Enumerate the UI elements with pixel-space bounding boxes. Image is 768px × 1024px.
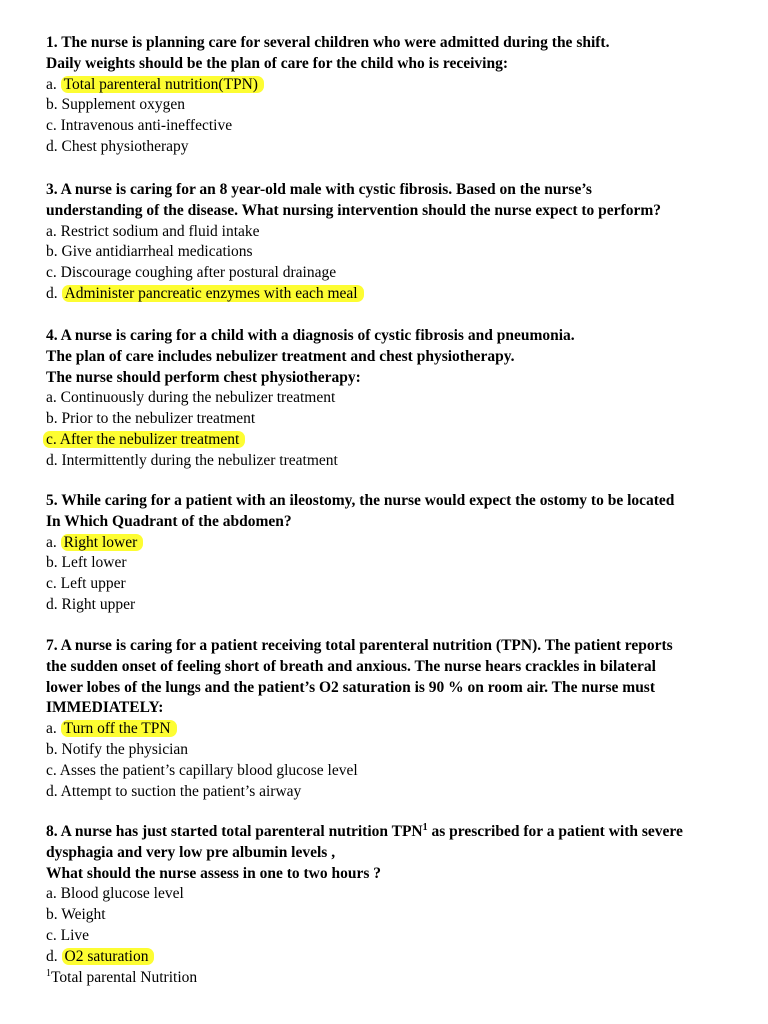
- option-letter: d.: [46, 137, 58, 155]
- highlighted-answer: Turn off the TPN: [61, 720, 177, 737]
- option-text: Discourage coughing after postural drainage: [60, 264, 337, 282]
- question-stem-line: IMMEDIATELY:: [46, 699, 164, 717]
- answer-option: [46, 595, 746, 616]
- footnote-text: Total parental Nutrition: [51, 969, 198, 986]
- highlighted-answer: Total parenteral nutrition(TPN): [61, 76, 264, 93]
- question-stem-line: 1. The nurse is planning care for several children who were admitted during the shift.: [46, 34, 610, 51]
- option-text: Attempt to suction the patient’s airway: [60, 782, 302, 800]
- option-letter: b.: [46, 410, 58, 428]
- highlighted-answer: [43, 431, 245, 448]
- option-text: Intravenous anti-ineffective: [60, 117, 233, 135]
- option-letter: d.: [46, 782, 58, 800]
- option-text: Give antidiarrheal medications: [61, 243, 253, 261]
- answer-option: [46, 451, 746, 472]
- option-text: Restrict sodium and fluid intake: [60, 222, 260, 240]
- option-text: Blood glucose level: [60, 885, 184, 903]
- option-letter: a.: [46, 222, 57, 240]
- answer-option: [46, 905, 746, 926]
- option-letter: a.: [46, 885, 57, 903]
- question-stem-line: 5. While caring for a patient with an ileostomy, the nurse would expect the ostomy to be located: [46, 492, 675, 509]
- answer-option: [46, 95, 746, 116]
- question-stem-line: the sudden onset of feeling short of breath and anxious. The nurse hears crackles in bilateral: [46, 657, 656, 675]
- answer-option: [46, 553, 746, 574]
- answer-option: [46, 574, 746, 595]
- question-4: [46, 326, 746, 472]
- highlighted-answer: Right lower: [61, 534, 144, 551]
- option-text: Supplement oxygen: [61, 96, 186, 114]
- question-5: [46, 491, 746, 616]
- question-stem-line: The plan of care includes nebulizer treatment and chest physiotherapy.: [46, 347, 515, 365]
- option-text: After the nebulizer treatment: [59, 430, 240, 448]
- answer-option: [46, 947, 746, 968]
- answer-option: [46, 761, 746, 782]
- answer-option: [46, 75, 746, 96]
- answer-option: [46, 719, 746, 740]
- footnote-ref: 1: [422, 822, 428, 833]
- option-letter: c.: [46, 761, 57, 779]
- option-letter: d.: [46, 451, 58, 469]
- option-letter: d.: [46, 947, 58, 965]
- answer-option: [46, 884, 746, 905]
- option-letter: c.: [46, 117, 57, 135]
- option-letter: c.: [46, 575, 57, 593]
- question-stem-line: 3. A nurse is caring for an 8 year-old male with cystic fibrosis. Based on the nurse’s: [46, 181, 592, 198]
- option-text: Asses the patient’s capillary blood glucose level: [59, 761, 358, 779]
- option-text: Left upper: [60, 575, 126, 593]
- highlighted-answer: Administer pancreatic enzymes with each meal: [62, 285, 364, 302]
- question-stem-line: 4. A nurse is caring for a child with a diagnosis of cystic fibrosis and pneumonia.: [46, 327, 575, 344]
- option-letter: b.: [46, 554, 58, 572]
- option-letter: b.: [46, 96, 58, 114]
- question-stem-line: 7. A nurse is caring for a patient receiving total parenteral nutrition (TPN). The patient reports: [46, 637, 673, 654]
- footnote: [46, 968, 197, 989]
- question-7: [46, 636, 746, 802]
- question-3: [46, 180, 746, 305]
- option-letter: c.: [46, 264, 57, 282]
- option-text: Notify the physician: [61, 740, 189, 758]
- option-letter: b.: [46, 906, 58, 924]
- answer-option: [46, 388, 746, 409]
- question-8: [46, 822, 746, 968]
- option-text: Weight: [61, 906, 106, 924]
- question-stem-line: Daily weights should be the plan of care for the child who is receiving:: [46, 54, 508, 72]
- question-stem-line: understanding of the disease. What nursing intervention should the nurse expect to perform?: [46, 201, 662, 219]
- option-letter: a.: [46, 75, 57, 93]
- answer-option: [46, 430, 746, 451]
- question-stem-line: [46, 822, 746, 843]
- question-stem-line: What should the nurse assess in one to two hours ?: [46, 864, 382, 882]
- question-stem-line: dysphagia and very low pre albumin levels ,: [46, 843, 336, 861]
- answer-option: [46, 137, 746, 158]
- option-letter: c.: [46, 430, 57, 448]
- answer-option: [46, 782, 746, 803]
- option-letter: a.: [46, 533, 57, 551]
- answer-option: [46, 740, 746, 761]
- footnote-marker: 1: [46, 968, 51, 979]
- option-letter: a.: [46, 389, 57, 407]
- question-stem-line: In Which Quadrant of the abdomen?: [46, 512, 292, 530]
- answer-option: [46, 926, 746, 947]
- answer-option: [46, 409, 746, 430]
- option-letter: b.: [46, 243, 58, 261]
- question-stem-line: The nurse should perform chest physiotherapy:: [46, 368, 361, 386]
- highlighted-answer: O2 saturation: [62, 948, 155, 965]
- option-text: Chest physiotherapy: [61, 137, 189, 155]
- option-text: Intermittently during the nebulizer treatment: [61, 451, 338, 469]
- stem-text: 8. A nurse has just started total parenteral nutrition TPN: [46, 823, 423, 840]
- question-stem-line: lower lobes of the lungs and the patient’s O2 saturation is 90 % on room air. The nurse must: [46, 678, 656, 696]
- option-letter: c.: [46, 926, 57, 944]
- answer-option: [46, 533, 746, 554]
- answer-option: [46, 116, 746, 137]
- option-text: Live: [60, 926, 90, 944]
- answer-option: [46, 242, 746, 263]
- answer-option: [46, 263, 746, 284]
- option-letter: a.: [46, 720, 57, 738]
- option-text: Left lower: [61, 554, 127, 572]
- answer-option: [46, 222, 746, 243]
- stem-text: as prescribed for a patient with severe: [427, 823, 683, 840]
- option-letter: b.: [46, 740, 58, 758]
- answer-option: [46, 284, 746, 305]
- option-text: Continuously during the nebulizer treatment: [60, 389, 336, 407]
- option-letter: d.: [46, 284, 58, 302]
- option-text: Prior to the nebulizer treatment: [61, 410, 256, 428]
- option-letter: d.: [46, 595, 58, 613]
- option-text: Right upper: [61, 595, 136, 613]
- question-1: [46, 33, 746, 158]
